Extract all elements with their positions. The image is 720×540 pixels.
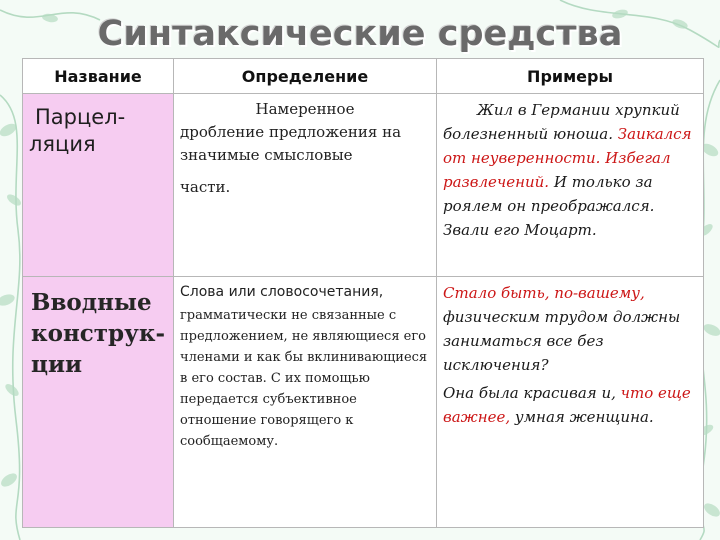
definition-line: дробление предложения на значимые смысловые	[180, 123, 402, 164]
definition-line: грамматически не связанные с предложением, не являющиеся его членами и как бы вклинивающиеся в его состав. С их помощью передается субъективное отношение говорящего к сообщаемому.	[180, 308, 428, 449]
slide-title: Синтаксические средства	[97, 14, 623, 54]
example-part: физическим трудом должны заниматься все без исключения?	[443, 308, 681, 374]
example-part: Она была красивая и,	[443, 384, 616, 402]
syntax-means-table	[22, 58, 704, 528]
example-text	[437, 277, 703, 377]
example-highlight: Стало быть, по-вашему,	[443, 284, 645, 302]
examples-cell	[437, 94, 704, 277]
header-definition: Определение	[174, 59, 437, 94]
example-part: Жил в Германии хрупкий болезненный юноша.	[443, 101, 680, 143]
example-text	[437, 377, 703, 429]
name-cell	[23, 94, 174, 277]
header-examples: Примеры	[437, 59, 704, 94]
example-part: умная женщина.	[514, 408, 654, 426]
name-cell	[23, 277, 174, 528]
table-header-row	[23, 59, 704, 94]
table-row	[23, 277, 704, 528]
definition-line: части.	[180, 178, 231, 196]
definition-line: Намеренное	[255, 100, 355, 118]
definition-text	[174, 94, 436, 199]
example-highlight: что еще важнее,	[443, 384, 691, 426]
term-name: Вводные конструк-ции	[31, 289, 166, 378]
table-row	[23, 94, 704, 277]
definition-line: Слова или словосочетания,	[180, 284, 384, 300]
example-text	[437, 94, 703, 242]
definition-cell	[174, 94, 437, 277]
example-highlight: Заикался от неуверенности. Избегал развлечений.	[443, 125, 692, 191]
example-part: И только за роялем он преображался. Звали его Моцарт.	[443, 173, 655, 239]
term-name: Парцел-ляция	[29, 105, 126, 156]
definition-cell	[174, 277, 437, 528]
header-name: Название	[23, 59, 174, 94]
examples-cell	[437, 277, 704, 528]
